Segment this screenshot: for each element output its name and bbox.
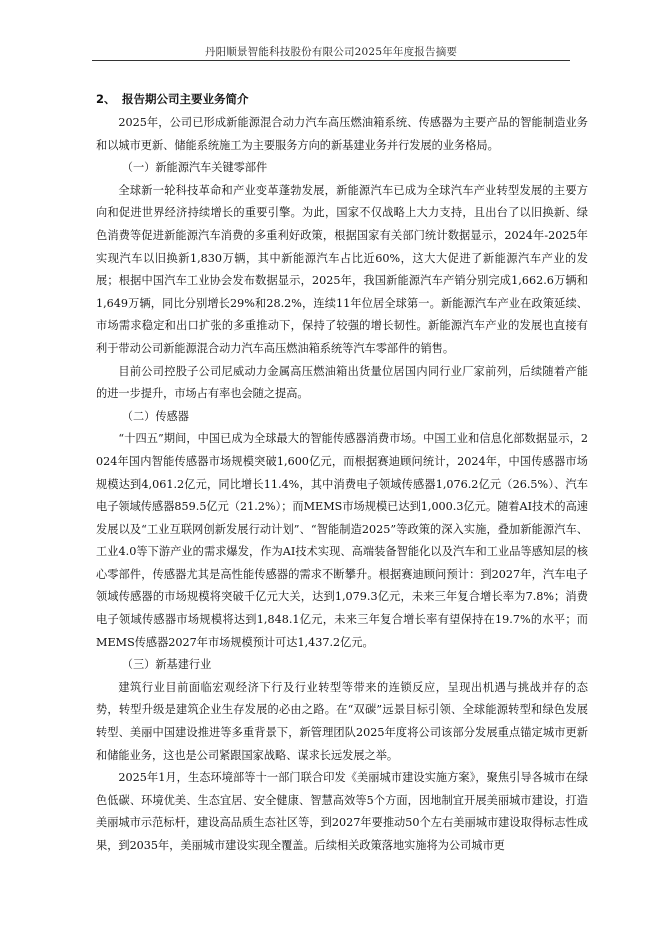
subsection-heading-ev: （一）新能源汽车关键零部件 — [121, 161, 268, 175]
page-content — [96, 88, 588, 858]
paragraph-ev-market: 全球新一轮科技革命和产业变革蓬勃发展，新能源汽车已成为全球汽车产业转型发展的主要方向和促进世界经济持续增长的重要引擎。为此，国家不仅战略上大力支持，且出台了以旧换新、绿色消费等促进新能源汽车消费的多重利好政策，根据国家有关部门统计数据显示，2024年-2025年实现汽车以旧换新1,830万辆，其中新能源汽车占比近60%，这大大促进了新能源汽车产业的发展；根据中国汽车工业协会发布数据显示，2025年，我国新能源汽车产销分别完成1,662.6万辆和1,649万辆，同比分别增长29%和28.2%，连续11年位居全球第一。新能源汽车产业在政策延续、市场需求稳定和出口扩张的多重推动下，保持了较强的增长韧性。新能源汽车产业的发展也直接有利于带动公司新能源混合动力汽车高压燃油箱系统等汽车零部件的销售。 — [96, 183, 588, 355]
header-divider — [92, 60, 570, 61]
intro-paragraph: 2025年，公司已形成新能源混合动力汽车高压燃油箱系统、传感器为主要产品的智能制造业务和以城市更新、储能系统施工为主要服务方向的新基建业务并行发展的业务格局。 — [96, 116, 588, 152]
paragraph-ev-company: 目前公司控股子公司尼威动力金属高压燃油箱出货量位居国内同行业厂家前列，后续随着产能的进一步提升，市场占有率也会随之提高。 — [96, 364, 588, 401]
page-header: 丹阳顺景智能科技股份有限公司2025年年度报告摘要 — [204, 46, 458, 58]
subsection-heading-sensor: （二）传感器 — [121, 409, 189, 423]
paragraph-sensor-market: “十四五”期间，中国已成为全球最大的智能传感器消费市场。中国工业和信息化部数据显示，2024年国内智能传感器市场规模突破1,600亿元，而根据赛迪顾问统计，2024年，中国传感器市场规模达到4,061.2亿元，同比增长11.4%，其中消费电子领域传感器1,076.2亿元（26.5%）、汽车电子领域传感器859.5亿元（21.2%）；而MEMS市场规模已达到1,000.3亿元。随着AI技术的高速发展以及“工业互联网创新发展行动计划”、“智能制造2025”等政策的深入实施，叠加新能源汽车、工业4.0等下游产业的需求爆发，作为AI技术实现、高端装备智能化以及汽车和工业品等感知层的核心零部件，传感器尤其是高性能传感器的需求不断攀升。根据赛迪顾问预计：到2027年，汽车电子领域传感器的市场规模将突破千亿元大关，达到1,079.3亿元，未来三年复合增长率为7.8%；消费电子领域传感器市场规模将达到1,848.1亿元，未来三年复合增长率有望保持在19.7%的水平；而MEMS传感器2027年市场规模预计可达1,437.2亿元。 — [96, 432, 588, 649]
subsection-heading-infrastructure: （三）新基建行业 — [121, 658, 212, 672]
section-number: 2、 — [96, 92, 116, 106]
paragraph-beautiful-city: 2025年1月，生态环境部等十一部门联合印发《美丽城市建设实施方案》，聚焦引导各城市在绿色低碳、环境优美、生态宜居、安全健康、智慧高效等5个方面，因地制宜开展美丽城市建设，打造美丽城市示范标杆，建设高品质生态社区等，到2027年要推动50个左右美丽城市建设取得标志性成果，到2035年，美丽城市建设实现全覆盖。后续相关政策落地实施将为公司城市更 — [96, 771, 588, 852]
paragraph-construction: 建筑行业目前面临宏观经济下行及行业转型等带来的连锁反应，呈现出机遇与挑战并存的态势，转型升级是建筑企业生存发展的必由之路。在“双碳”远景目标引领、全球能源转型和绿色发展转型、美丽中国建设推进等多重背景下，新管理团队2025年度将公司该部分发展重点锚定城市更新和储能业务，这也是公司紧跟国家战略、谋求长远发展之举。 — [96, 680, 588, 762]
section-title — [96, 88, 588, 110]
section-title-text: 报告期公司主要业务简介 — [122, 92, 249, 106]
